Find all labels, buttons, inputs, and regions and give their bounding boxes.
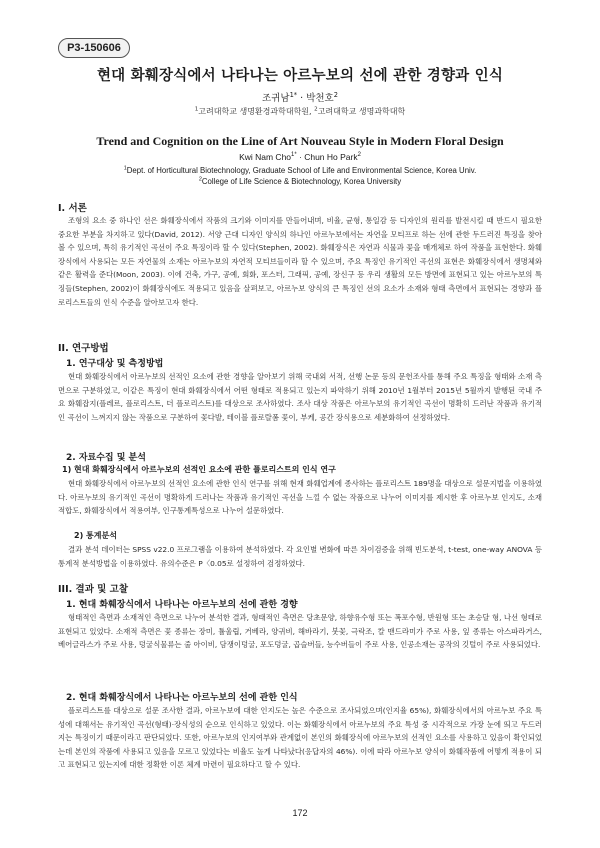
english-affiliation-1 (0, 166, 600, 175)
cognition-study-paragraph: 현대 화훼장식에서 아르누보의 선적인 요소에 관한 인식 연구를 위해 현재 화훼업계에 종사하는 플로리스트 189명을 대상으로 설문지법을 이용하였다. 아르누보의 유기적인 곡선이 명확하게 드러나는 작품과 유기적인 곡선을 느낄 수 없는 작품으로 나누어 이미지를 제시한 후 아르누보 인지도, 소재 적합도, 화훼장식에서 적용여부, 인구통계특성으로 나누어 설문하였다. (58, 479, 542, 516)
korean-author-2: 박천호 (306, 93, 334, 104)
korean-affil-1: 고려대학교 생명환경과학대학원, (198, 107, 312, 116)
korean-author-2-marker: 2 (333, 90, 338, 99)
english-author-1: Kwi Nam Cho (239, 152, 292, 162)
english-affil-2-marker: 2 (198, 176, 202, 183)
korean-author-1: 조귀남 (262, 93, 290, 104)
page-number: 172 (292, 808, 308, 818)
section-heading-methods: II. 연구방법 (58, 343, 109, 354)
english-author-2-marker: 2 (357, 152, 361, 159)
korean-title: 현대 화훼장식에서 나타나는 아르누보의 선에 관한 경향과 인식 (96, 68, 504, 84)
english-affil-1-marker: 1 (123, 165, 127, 172)
subsubsection-heading-cognition-study: 1) 현대 화훼장식에서 아르누보의 선적인 요소에 관한 플로리스트의 인식 연구 (62, 465, 336, 474)
subsection-heading-trend: 1. 현대 화훼장식에서 나타나는 아르누보의 선에 관한 경향 (66, 600, 298, 610)
english-author-1-marker: 1* (291, 152, 297, 159)
korean-affil-1-marker: 1 (194, 106, 199, 113)
subsection-heading-data-collection: 2. 자료수집 및 분석 (66, 453, 146, 463)
subjects-paragraph: 현대 화훼장식에서 아르누보의 선적인 요소에 관한 경향을 알아보기 위해 국내외 서적, 선행 논문 등의 문헌조사를 통해 주요 특징을 형태와 소재 측면으로 구분하였고, 이같은 특징이 현대 화훼장식에서 어떤 형태로 적용되고 있는지 파악하기 위해 2010년 1월부터 2015년 5월까지 발행된 국내 주요 화훼잡지(플레르, 플로리스트, 더 플로리스트)를 대상으로 조사하였다. 조사 대상 작품은 아르누보의 유기적인 곡선이 명확히 드러난 작품과 유기적인 곡선이 느껴지지 않는 작품으로 구분하여 꽃다발, 테이블 플로랄폼 꽃이, 부케, 공간 장식용으로 세분화하여 선정하였다. (58, 372, 542, 422)
subsubsection-heading-statistics: 2) 통계분석 (74, 531, 117, 540)
subsection-heading-cognition: 2. 현대 화훼장식에서 나타나는 아르누보의 선에 관한 인식 (66, 693, 298, 703)
abstract-code-badge: P3-150606 (58, 38, 130, 58)
korean-authors (0, 90, 600, 104)
korean-affil-2: 고려대학교 생명과학대학 (317, 107, 406, 116)
cognition-paragraph: 플로리스트를 대상으로 설문 조사한 결과, 아르누보에 대한 인지도는 높은 수준으로 조사되었으며(인지율 65%), 화훼장식에서의 아르누보 주요 특성에 대해서는 유기적인 곡선(형태)·장식성의 순으로 인식하고 있었다. 이는 화훼장식에서 아르누보의 주요 특성 중 시각적으로 가장 눈에 띄고 두드러지는 특징이기 때문이라고 판단되었다. 또한, 아르누보의 인지여부와 관계없이 본인의 화훼장식에 아르누보의 선적인 요소를 사용하고 있음이 확인되었는데 본인의 작품에 사용되고 있음을 모르고 있었다는 비율도 높게 나타났다(응답자의 46%). 이에 따라 아르누보 양식이 화훼작품에 어떻게 적용이 되고 표현되고 있는지에 대한 정확한 이론 체계 마련이 필요하다고 할 수 있다. (58, 706, 542, 770)
english-author-separator: · (296, 152, 305, 162)
section-heading-results: III. 결과 및 고찰 (58, 584, 129, 595)
korean-affil-2-marker: 2 (314, 106, 318, 113)
english-affil-1-text: Dept. of Horticultural Biotechnology, Graduate School of Life and Environmental Science, Korea Univ. (126, 166, 477, 175)
author-separator: · (297, 93, 307, 104)
korean-affiliations (0, 106, 600, 117)
english-authors (0, 152, 600, 162)
english-affiliation-2 (0, 177, 600, 186)
trend-paragraph: 형태적인 측면과 소재적인 측면으로 나누어 분석한 결과, 형태적인 측면은 당초문양, 하향유수형 또는 폭포수형, 반원형 또는 초승달 형, 나선 형태로 표현되고 있었다. 소재적 측면은 꽃 종류는 장미, 튤울립, 거베라, 양귀비, 해바라기, 붓꽃, 극락조, 칼 맨드라미가 주로 사용, 잎 종류는 아스파라거스, 베어글라스가 주로 사용, 덩굴식물류는 줄 아이비, 담쟁이덩굴, 포도덩굴, 곱슬버들, 능수버들이 주로 사용, 인공소재는 공작의 깃털이 주로 사용되었다. (58, 613, 542, 650)
english-affil-2-text: College of Life Science & Biotechnology, Korea University (201, 177, 402, 186)
introduction-paragraph: 조형의 요소 중 하나인 선은 화훼장식에서 작품의 크기와 이미지를 만들어내며, 비율, 균형, 통일감 등 디자인의 원리를 발전시킬 때 반드시 필요한 중요한 부분을 차지하고 있다(David, 2012). 서양 근대 디자인 양식의 하나인 아르누보에서는 자연을 모티프로 하는 선에 관한 두드러진 특징을 찾아 볼 수 있으며, 특히 유기적인 곡선이 주요 특징이라 할 수 있다(Stephen, 2002). 화훼장식은 자연과 식물과 꽃을 매개체로 하여 작품을 표현한다. 화훼장식에서 사용되는 모든 자연물의 소재는 아르누보의 자연적 모티브들이라 할 수 있으며, 주요 특징인 유기적인 곡선의 표현은 화훼장식에서 생명체와 같은 활력을 준다(Moon, 2003). 이에 건축, 가구, 공예, 회화, 포스터, 그래픽, 공예, 장신구 등 우리 생활의 모든 방면에 표현되고 있는 아르누보의 특징들(Stephen, 2002)이 화훼장식에도 적용되고 있음을 살펴보고, 아르누보 양식의 큰 특징인 선의 요소가 소재와 형태 측면에서 표현되는 경향과 플로리스트들의 인식 수준을 알아보고자 한다. (58, 216, 542, 307)
section-heading-introduction: I. 서론 (58, 203, 87, 214)
korean-author-1-marker: 1* (289, 90, 298, 99)
english-title: Trend and Cognition on the Line of Art Nouveau Style in Modern Floral Design (96, 134, 504, 148)
english-author-2: Chun Ho Park (304, 152, 358, 162)
subsection-heading-subjects: 1. 연구대상 및 측정방법 (66, 359, 164, 369)
statistics-paragraph: 결과 분석 데이터는 SPSS v22.0 프로그램을 이용하여 분석하였다. 각 요인별 변화에 따른 차이검증을 위해 빈도분석, t-test, one-way ANOVA 등 통계적 분석방법을 이용하였다. 유의수준은 P〈0.05로 설정하여 검정하였다. (58, 545, 542, 568)
